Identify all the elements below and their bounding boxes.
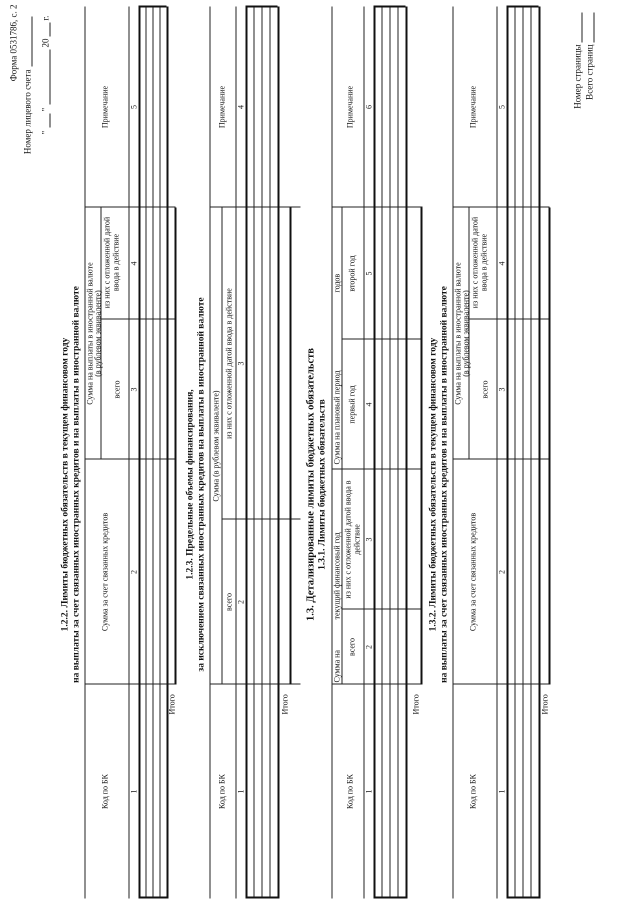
num-3: 3 bbox=[497, 387, 507, 392]
pages-total-label: Всего страниц bbox=[584, 44, 595, 100]
total-label: Итого bbox=[167, 694, 177, 715]
num-2: 2 bbox=[497, 570, 507, 574]
num-1: 1 bbox=[129, 789, 139, 794]
num-3: 3 bbox=[236, 361, 246, 366]
num-5: 5 bbox=[129, 105, 139, 109]
section-1-2-3-title-line1: 1.2.3. Предельные объемы финансирования, bbox=[185, 389, 196, 580]
col-deferred: из них с отложенной датой ввода в действие bbox=[102, 216, 121, 309]
col-sum-currency-note: (в рублевом эквиваленте) bbox=[93, 290, 103, 377]
num-3: 3 bbox=[129, 387, 139, 392]
num-1: 1 bbox=[497, 789, 507, 794]
section-1-3-1-title: 1.3.1. Лимиты бюджетных обязательств bbox=[317, 399, 328, 570]
section-1-2-2 bbox=[61, 0, 181, 905]
section-1-2-2-title-line1: 1.2.2. Лимиты бюджетных обязательств в текущем финансовом году bbox=[60, 337, 71, 632]
section-1-3-2-title-line1: 1.3.2. Лимиты бюджетных обязательств в текущем финансовом году bbox=[428, 337, 439, 632]
col-remark: Примечание bbox=[468, 85, 478, 129]
col-sum-currency-note: (в рублевом эквиваленте) bbox=[461, 290, 471, 377]
num-4: 4 bbox=[129, 261, 139, 266]
date-year-field[interactable] bbox=[41, 23, 51, 37]
num-2: 2 bbox=[236, 600, 246, 604]
num-4: 4 bbox=[497, 261, 507, 266]
num-2: 2 bbox=[129, 570, 139, 574]
col-total: всего bbox=[480, 380, 490, 399]
col-code: Код по БК bbox=[217, 774, 227, 809]
date-quote-open: " bbox=[40, 130, 51, 135]
page-number-label: Номер страницы bbox=[572, 44, 583, 109]
col-code: Код по БК bbox=[345, 774, 355, 809]
total-label: Итого bbox=[411, 694, 421, 715]
date-day-field[interactable] bbox=[41, 114, 51, 128]
col-first-year: первый год bbox=[347, 385, 357, 424]
num-1: 1 bbox=[236, 789, 246, 794]
planning-end-field[interactable] bbox=[333, 297, 343, 317]
col-sum-currency: Сумма на выплаты в иностранной валюте bbox=[85, 262, 95, 405]
col-second-year: второй год bbox=[347, 255, 357, 292]
page-number-field[interactable] bbox=[573, 13, 583, 43]
col-current-a: Сумма на bbox=[332, 650, 342, 683]
account-number-field[interactable] bbox=[23, 17, 33, 67]
num-3: 3 bbox=[364, 537, 374, 542]
col-remark: Примечание bbox=[100, 85, 110, 129]
col-sum-credits: Сумма за счет связанных кредитов bbox=[468, 512, 478, 632]
col-planning-b: годов bbox=[332, 273, 342, 293]
col-total: всего bbox=[224, 593, 234, 612]
num-6: 6 bbox=[364, 105, 374, 109]
section-1-3-title: 1.3. Детализированные лимиты бюджетных обязательств bbox=[305, 348, 317, 621]
col-code: Код по БК bbox=[100, 774, 110, 809]
form-page bbox=[1, 0, 640, 905]
col-remark: Примечание bbox=[217, 85, 227, 129]
num-5: 5 bbox=[364, 271, 374, 276]
date-month-field[interactable] bbox=[41, 50, 51, 105]
section-1-3-2-title-line2: на выплаты за счет связанных иностранных кредитов и на выплаты в иностранной валюте bbox=[439, 286, 450, 683]
num-4: 4 bbox=[236, 105, 246, 109]
num-2: 2 bbox=[364, 645, 374, 649]
current-year-field[interactable] bbox=[333, 623, 343, 643]
num-1: 1 bbox=[364, 789, 374, 794]
col-sum-credits: Сумма за счет связанных кредитов bbox=[100, 512, 110, 632]
col-current-b: текущий финансовый год bbox=[332, 532, 342, 620]
section-1-2-3 bbox=[186, 0, 306, 905]
date-quote-close: " bbox=[40, 107, 51, 112]
col-total: всего bbox=[347, 638, 357, 657]
total-label: Итого bbox=[540, 694, 550, 715]
col-code: Код по БК bbox=[468, 774, 478, 809]
col-sum-currency: Сумма на выплаты в иностранной валюте bbox=[453, 262, 463, 405]
col-deferred: из них с отложенной датой ввода в действие bbox=[343, 480, 362, 599]
col-deferred: из них с отложенной датой ввода в действие bbox=[224, 288, 234, 439]
col-remark: Примечание bbox=[345, 85, 355, 129]
account-number-label: Номер лицевого счета bbox=[22, 69, 33, 155]
col-planning-a: Сумма на плановый период bbox=[332, 370, 342, 465]
col-total: всего bbox=[112, 380, 122, 399]
col-deferred: из них с отложенной датой ввода в действие bbox=[470, 216, 489, 309]
section-1-2-2-title-line2: на выплаты за счет связанных иностранных кредитов и на выплаты в иностранной валюте bbox=[71, 286, 82, 683]
col-sum: Сумма (в рублевом эквиваленте) bbox=[211, 390, 221, 502]
date-year-prefix: 20 bbox=[40, 38, 51, 48]
num-4: 4 bbox=[364, 402, 374, 407]
section-1-2-3-title-line2: за исключением связанных иностранных кредитов на выплаты в иностранной валюте bbox=[196, 297, 207, 672]
form-code: Форма 0531786, с. 2 bbox=[8, 4, 19, 82]
pages-total-field[interactable] bbox=[585, 13, 595, 43]
section-1-3-2 bbox=[429, 0, 559, 905]
num-5: 5 bbox=[497, 105, 507, 109]
planning-start-field[interactable] bbox=[333, 327, 343, 345]
date-year-suffix: г. bbox=[40, 15, 51, 21]
section-1-3 bbox=[306, 0, 426, 905]
total-label: Итого bbox=[280, 694, 290, 715]
